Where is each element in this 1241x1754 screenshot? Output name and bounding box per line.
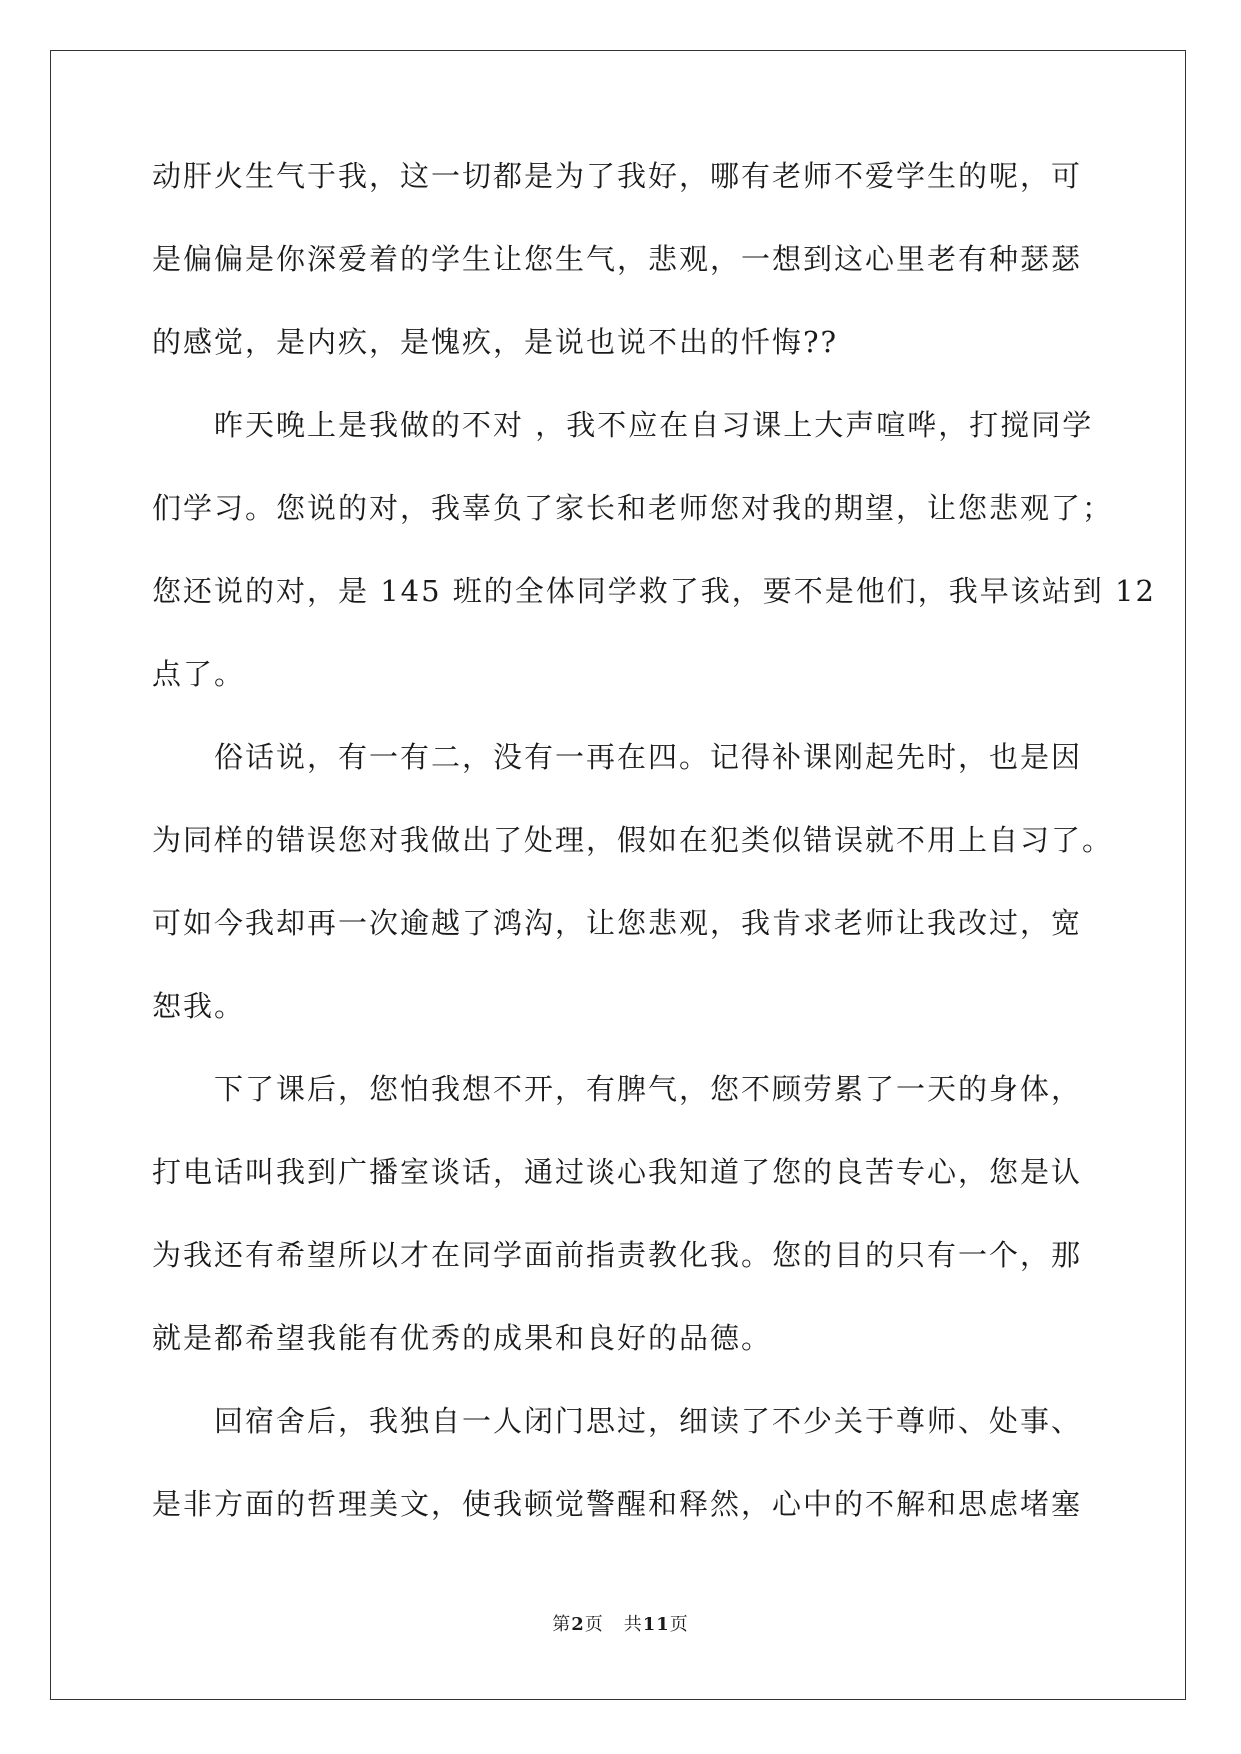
- page-prefix: 第: [552, 1614, 572, 1635]
- text-line: 是非方面的哲理美文，使我顿觉警醒和释然，心中的不解和思虑堵塞: [152, 1487, 1083, 1521]
- text-line: 可如今我却再一次逾越了鸿沟，让您悲观，我肯求老师让我改过，宽: [152, 906, 1083, 940]
- text-line: 动肝火生气于我，这一切都是为了我好，哪有老师不爱学生的呢，可: [152, 159, 1083, 193]
- text-line: 们学习。您说的对，我辜负了家长和老师您对我的期望，让您悲观了；: [152, 491, 1114, 525]
- text-line: 打电话叫我到广播室谈话，通过谈心我知道了您的良苦专心，您是认: [152, 1155, 1083, 1189]
- page-suffix: 页: [584, 1614, 604, 1635]
- paragraph-start-line: 俗话说，有一有二，没有一再在四。记得补课刚起先时，也是因: [214, 740, 1083, 774]
- total-prefix: 共: [623, 1614, 643, 1635]
- text-line: 为同样的错误您对我做出了处理，假如在犯类似错误就不用上自习了。: [152, 823, 1114, 857]
- paragraph-start-line: 回宿舍后，我独自一人闭门思过，细读了不少关于尊师、处事、: [214, 1404, 1083, 1438]
- text-line: 恕我。: [152, 989, 246, 1023]
- text-line: 点了。: [152, 657, 246, 691]
- paragraph-start-line: 下了课后，您怕我想不开，有脾气，您不顾劳累了一天的身体，: [214, 1072, 1083, 1106]
- page-footer: [0, 1614, 1241, 1636]
- page-number: 2: [571, 1614, 585, 1635]
- paragraph-start-line: 昨天晚上是我做的不对 ，我不应在自习课上大声喧哗，打搅同学: [214, 408, 1094, 442]
- text-line: 为我还有希望所以才在同学面前指责教化我。您的目的只有一个，那: [152, 1238, 1083, 1272]
- text-line: 的感觉，是内疚，是愧疚，是说也说不出的忏悔??: [152, 325, 839, 359]
- text-line: 是偏偏是你深爱着的学生让您生气，悲观，一想到这心里老有种瑟瑟: [152, 242, 1083, 276]
- text-line: 您还说的对，是 145 班的全体同学救了我，要不是他们，我早该站到 12: [152, 574, 1156, 608]
- page-total: 11: [642, 1614, 670, 1635]
- total-suffix: 页: [669, 1614, 689, 1635]
- text-line: 就是都希望我能有优秀的成果和良好的品德。: [152, 1321, 773, 1355]
- document-body: [152, 159, 1156, 1521]
